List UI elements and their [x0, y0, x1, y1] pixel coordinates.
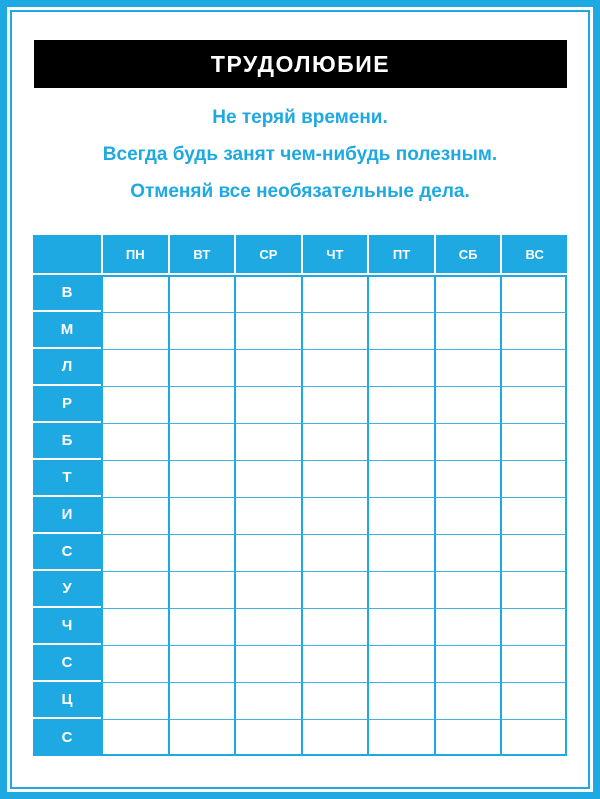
tracker-cell — [101, 423, 168, 460]
tracker-cell — [500, 386, 567, 423]
tracker-cell — [101, 275, 168, 312]
tracker-cell — [234, 423, 301, 460]
tracker-cell — [367, 645, 434, 682]
tracker-cell — [101, 312, 168, 349]
tracker-cell — [234, 275, 301, 312]
tracker-row — [33, 645, 567, 682]
tracker-cell — [301, 497, 368, 534]
tracker-cell — [367, 534, 434, 571]
tracker-row — [33, 682, 567, 719]
motto-line-1: Не теряй времени. — [212, 107, 388, 128]
day-header-cell: ВС — [500, 235, 567, 275]
tracker-cell — [434, 497, 501, 534]
tracker-cell — [367, 460, 434, 497]
tracker-cell — [500, 571, 567, 608]
day-header-cell: СБ — [434, 235, 501, 275]
tracker-cell — [301, 682, 368, 719]
tracker-cell — [434, 645, 501, 682]
tracker-cell — [500, 349, 567, 386]
tracker-cell — [168, 497, 235, 534]
tracker-cell — [301, 645, 368, 682]
row-label-cell: Р — [33, 386, 101, 423]
tracker-cell — [434, 386, 501, 423]
tracker-cell — [168, 719, 235, 756]
tracker-cell — [168, 275, 235, 312]
row-label-cell: Ц — [33, 682, 101, 719]
tracker-row — [33, 534, 567, 571]
day-header-cell: ВТ — [168, 235, 235, 275]
tracker-cell — [101, 497, 168, 534]
tracker-cell — [234, 460, 301, 497]
row-label-cell: Б — [33, 423, 101, 460]
tracker-cell — [500, 312, 567, 349]
motto-block — [20, 99, 580, 210]
tracker-cell — [434, 312, 501, 349]
row-label-cell: Ч — [33, 608, 101, 645]
tracker-cell — [367, 386, 434, 423]
tracker-cell — [500, 608, 567, 645]
tracker-cell — [301, 349, 368, 386]
motto-line-3: Отменяй все необязательные дела. — [130, 181, 470, 202]
tracker-cell — [234, 534, 301, 571]
tracker-cell — [101, 571, 168, 608]
tracker-cell — [101, 534, 168, 571]
tracker-cell — [500, 423, 567, 460]
tracker-cell — [234, 312, 301, 349]
tracker-cell — [301, 719, 368, 756]
tracker-row — [33, 719, 567, 756]
tracker-cell — [101, 349, 168, 386]
tracker-cell — [500, 460, 567, 497]
tracker-cell — [500, 645, 567, 682]
tracker-cell — [367, 349, 434, 386]
row-label-cell: С — [33, 719, 101, 756]
tracker-cell — [367, 423, 434, 460]
tracker-cell — [367, 682, 434, 719]
tracker-cell — [434, 349, 501, 386]
tracker-cell — [367, 312, 434, 349]
habit-tracker — [33, 235, 567, 756]
tracker-cell — [101, 719, 168, 756]
tracker-cell — [101, 386, 168, 423]
tracker-cell — [168, 312, 235, 349]
day-header-cell: ЧТ — [301, 235, 368, 275]
tracker-cell — [234, 719, 301, 756]
poster-title: ТРУДОЛЮБИЕ — [210, 50, 391, 77]
tracker-cell — [234, 608, 301, 645]
row-label-cell: У — [33, 571, 101, 608]
tracker-cell — [101, 608, 168, 645]
tracker-cell — [234, 386, 301, 423]
tracker-row — [33, 349, 567, 386]
tracker-cell — [434, 608, 501, 645]
tracker-cell — [500, 497, 567, 534]
tracker-cell — [500, 719, 567, 756]
tracker-cell — [434, 534, 501, 571]
tracker-cell — [168, 608, 235, 645]
tracker-cell — [101, 645, 168, 682]
tracker-cell — [367, 571, 434, 608]
day-header-cell: СР — [234, 235, 301, 275]
tracker-cell — [434, 275, 501, 312]
motto-line-2: Всегда будь занят чем-нибудь полезным. — [102, 144, 498, 165]
tracker-cell — [168, 386, 235, 423]
tracker-row — [33, 312, 567, 349]
habit-tracker-table — [33, 235, 567, 756]
row-label-cell: С — [33, 534, 101, 571]
tracker-cell — [301, 608, 368, 645]
tracker-cell — [500, 534, 567, 571]
tracker-cell — [434, 682, 501, 719]
tracker-cell — [301, 460, 368, 497]
row-label-cell: Л — [33, 349, 101, 386]
tracker-row — [33, 497, 567, 534]
row-label-cell: В — [33, 275, 101, 312]
row-label-cell: Т — [33, 460, 101, 497]
tracker-cell — [234, 497, 301, 534]
title-band — [34, 40, 567, 88]
tracker-cell — [367, 608, 434, 645]
tracker-cell — [367, 497, 434, 534]
day-header-cell: ПН — [101, 235, 168, 275]
tracker-cell — [168, 423, 235, 460]
tracker-row — [33, 423, 567, 460]
tracker-row — [33, 386, 567, 423]
tracker-cell — [301, 312, 368, 349]
tracker-header-row — [33, 235, 567, 275]
tracker-row — [33, 571, 567, 608]
tracker-body — [33, 275, 567, 756]
tracker-cell — [168, 571, 235, 608]
tracker-row — [33, 275, 567, 312]
tracker-cell — [434, 460, 501, 497]
tracker-cell — [500, 682, 567, 719]
tracker-cell — [101, 682, 168, 719]
corner-cell — [33, 235, 101, 275]
tracker-cell — [367, 719, 434, 756]
tracker-cell — [434, 571, 501, 608]
tracker-cell — [168, 645, 235, 682]
tracker-cell — [367, 275, 434, 312]
tracker-cell — [500, 275, 567, 312]
row-label-cell: И — [33, 497, 101, 534]
tracker-cell — [168, 349, 235, 386]
row-label-cell: С — [33, 645, 101, 682]
tracker-cell — [234, 682, 301, 719]
tracker-cell — [168, 534, 235, 571]
day-header-cell: ПТ — [367, 235, 434, 275]
tracker-cell — [434, 423, 501, 460]
tracker-row — [33, 460, 567, 497]
tracker-cell — [234, 645, 301, 682]
tracker-cell — [234, 571, 301, 608]
tracker-cell — [301, 534, 368, 571]
tracker-cell — [168, 460, 235, 497]
tracker-cell — [101, 460, 168, 497]
tracker-cell — [301, 571, 368, 608]
tracker-cell — [301, 423, 368, 460]
tracker-cell — [434, 719, 501, 756]
tracker-cell — [234, 349, 301, 386]
tracker-cell — [301, 275, 368, 312]
tracker-row — [33, 608, 567, 645]
tracker-cell — [301, 386, 368, 423]
tracker-cell — [168, 682, 235, 719]
row-label-cell: М — [33, 312, 101, 349]
